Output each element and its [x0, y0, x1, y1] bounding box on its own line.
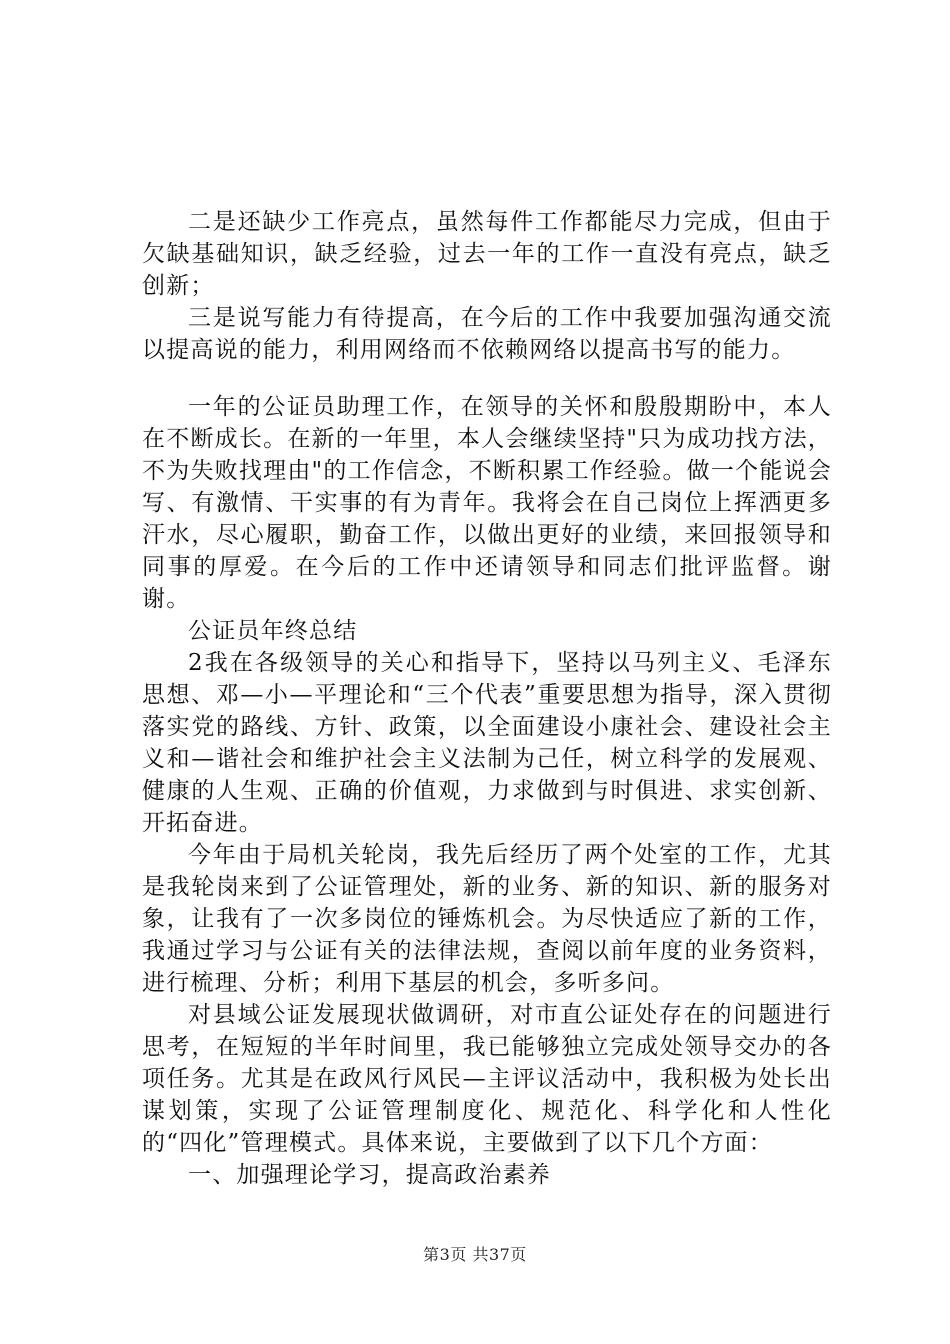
paragraph-conclusion: 一年的公证员助理工作，在领导的关怀和殷殷期盼中，本人在不断成长。在新的一年里，本人会继续坚持"只为成功找方法，不为失败找理由"的工作信念，不断积累工作经验。做一个能说会写、有激情、干实事的有为青年。我将会在自己岗位上挥洒更多汗水，尽心履职，勤奋工作，以做出更好的业绩，来回报领导和同事的厚爱。在今后的工作中还请领导和同志们批评监督。谢谢。 [142, 394, 832, 612]
paragraph-weakness-2: 二是还缺少工作亮点，虽然每件工作都能尽力完成，但由于欠缺基础知识，缺乏经验，过去一年的工作一直没有亮点，缺乏创新； [142, 209, 832, 299]
paragraph-guidance: 2我在各级领导的关心和指导下，坚持以马列主义、毛泽东思想、邓—小—平理论和“三个代表”重要思想为指导，深入贯彻落实党的路线、方针、政策，以全面建设小康社会、建设社会主义和—谐社会和维护社会主义法制为己任，树立科学的发展观、健康的人生观、正确的价值观，力求做到与时俱进、求实创新、开拓奋进。 [142, 650, 832, 836]
paragraph-weakness-3: 三是说写能力有待提高，在今后的工作中我要加强沟通交流以提高说的能力，利用网络而不依赖网络以提高书写的能力。 [142, 305, 832, 363]
paragraph-research: 对县域公证发展现状做调研，对市直公证处存在的问题进行思考，在短短的半年时间里，我已能够独立完成处领导交办的各项任务。尤其是在政风行风民—主评议活动中，我积极为处长出谋划策，实现了公证管理制度化、规范化、科学化和人性化的“四化”管理模式。具体来说，主要做到了以下几个方面： [142, 1002, 832, 1156]
paragraph-gap [142, 366, 832, 391]
section-title: 公证员年终总结 [188, 618, 358, 644]
paragraph-rotation: 今年由于局机关轮岗，我先后经历了两个处室的工作，尤其是我轮岗来到了公证管理处，新的业务、新的知识、新的服务对象，让我有了一次多岗位的锤炼机会。为尽快适应了新的工作，我通过学习与公证有关的法律法规，查阅以前年度的业务资料，进行梳理、分析；利用下基层的机会，多听多问。 [142, 842, 832, 996]
section-heading-1: 一、加强理论学习，提高政治素养 [188, 1162, 551, 1188]
document-body [142, 206, 832, 1191]
page-footer: 第3页 共37页 [423, 1245, 527, 1264]
